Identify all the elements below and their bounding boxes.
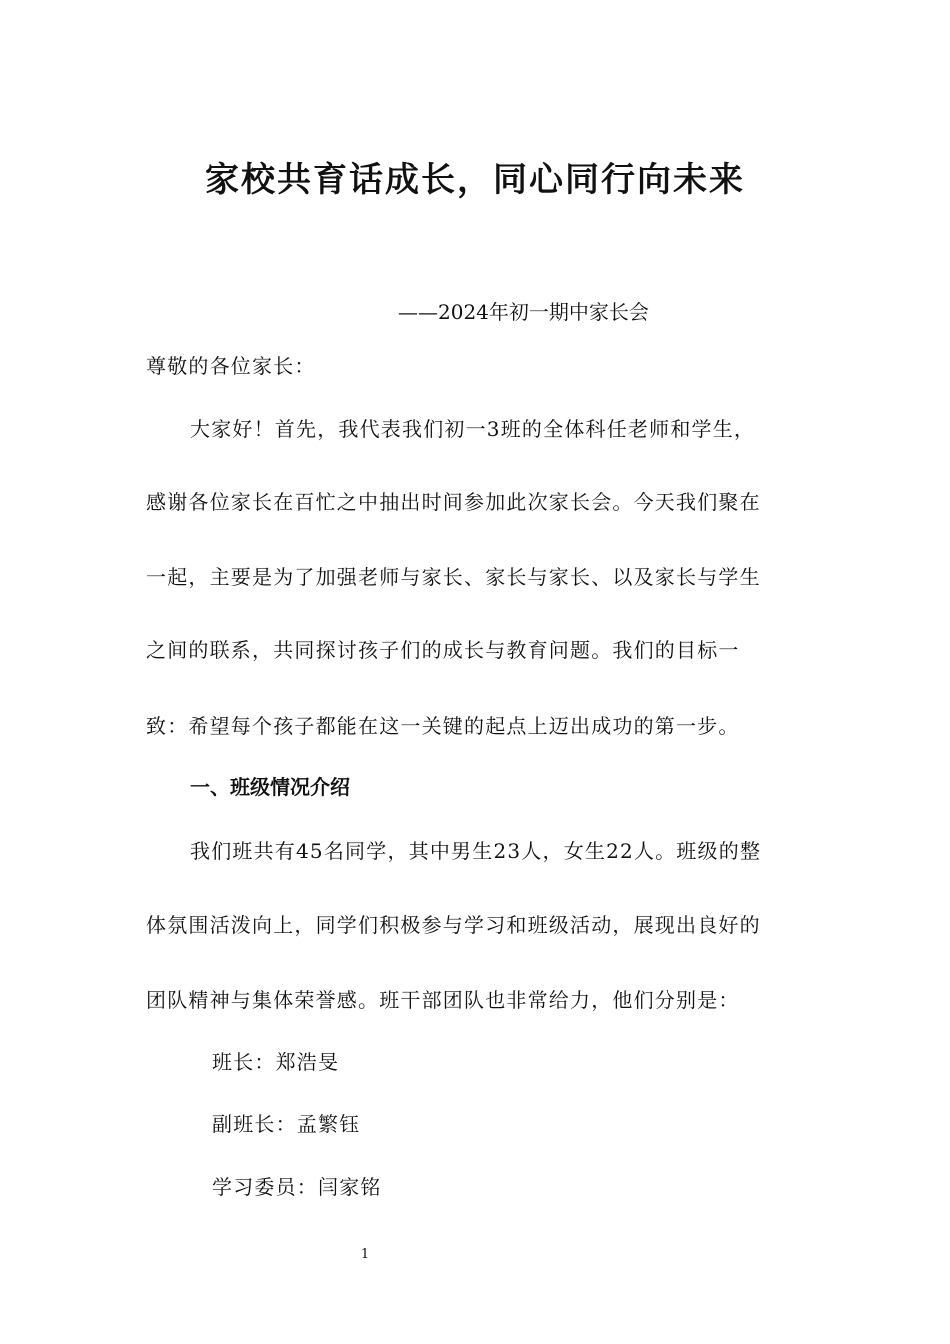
salutation: 尊敬的各位家长：: [146, 354, 316, 378]
role-vice-monitor: 副班长：孟繁钰: [212, 1112, 361, 1136]
intro-line-5: 致：希望每个孩子都能在这一关键的起点上迈出成功的第一步。: [146, 714, 740, 738]
section-heading: 一、班级情况介绍: [190, 775, 350, 799]
section-line-2: 体氛围活泼向上，同学们积极参与学习和班级活动，展现出良好的: [146, 913, 761, 937]
page-number: 1: [360, 1247, 370, 1262]
document-title: 家校共育话成长，同心同行向未来: [205, 160, 745, 200]
intro-line-1: 大家好！首先，我代表我们初一3班的全体科任老师和学生，: [190, 417, 756, 441]
intro-line-2: 感谢各位家长在百忙之中抽出时间参加此次家长会。今天我们聚在: [146, 490, 761, 514]
role-study-committee: 学习委员：闫家铭: [212, 1175, 382, 1199]
role-class-monitor: 班长：郑浩旻: [212, 1050, 340, 1074]
intro-line-4: 之间的联系，共同探讨孩子们的成长与教育问题。我们的目标一: [146, 638, 740, 662]
document-subtitle: ——2024年初一期中家长会: [398, 300, 649, 324]
section-line-3: 团队精神与集体荣誉感。班干部团队也非常给力，他们分别是：: [146, 988, 740, 1012]
section-line-1: 我们班共有45名同学，其中男生23人，女生22人。班级的整: [190, 839, 762, 863]
intro-line-3: 一起，主要是为了加强老师与家长、家长与家长、以及家长与学生: [146, 565, 761, 589]
